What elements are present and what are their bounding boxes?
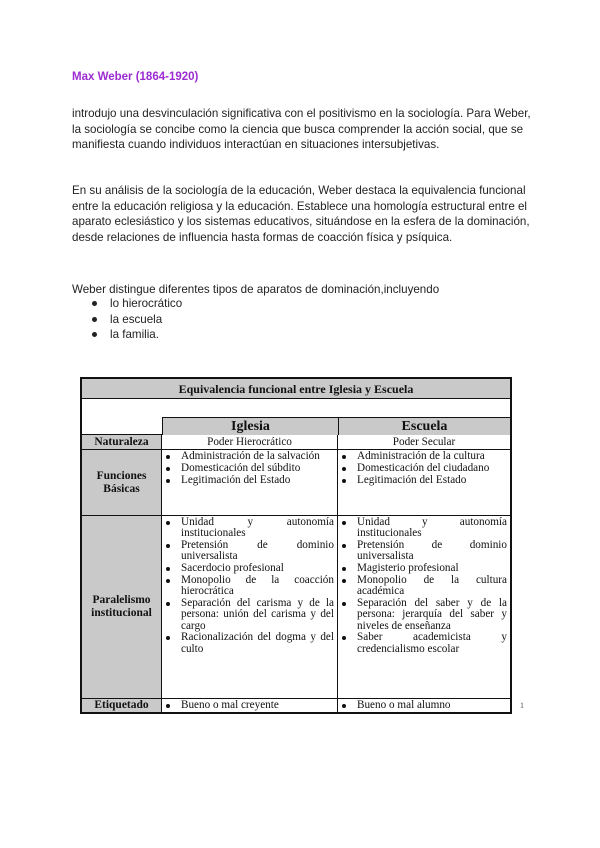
table-row — [82, 450, 510, 516]
domination-list — [90, 296, 182, 343]
column-header-iglesia: Iglesia — [162, 417, 338, 435]
cell-item: Domesticación del ciudadano — [338, 463, 510, 474]
cell-item: Monopolio de la coacción hierocrática — [162, 575, 337, 598]
cell-escuela — [338, 516, 510, 698]
cell-item: Legitimación del Estado — [338, 475, 510, 486]
column-header-escuela: Escuela — [338, 417, 510, 435]
cell-item: Magisterio profesional — [338, 563, 510, 574]
cell-item: Pretensión de dominio universalista — [338, 540, 510, 563]
list-item: la escuela — [90, 312, 182, 328]
paragraph-domination: Weber distingue diferentes tipos de aparatos de dominación,incluyendo — [72, 283, 440, 296]
cell-item: Unidad y autonomía institucionales — [338, 517, 510, 540]
list-item: la familia. — [90, 327, 182, 343]
cell-item: Saber academicista y credencialismo escolar — [338, 632, 510, 655]
cell-item: Separación del saber y de la persona: jerarquía del saber y niveles de enseñanza — [338, 598, 510, 632]
table-spacer — [82, 399, 510, 417]
row-label: Etiquetado — [82, 699, 162, 712]
row-label: Funciones Básicas — [82, 450, 162, 515]
cell-item: Bueno o mal creyente — [162, 700, 337, 711]
table-title: Equivalencia funcional entre Iglesia y Escuela — [82, 379, 510, 399]
cell-item: Unidad y autonomía institucionales — [162, 517, 337, 540]
cell-item: Sacerdocio profesional — [162, 563, 337, 574]
cell-item: Bueno o mal alumno — [338, 700, 510, 711]
table-row — [82, 435, 510, 450]
cell-item: Separación del carisma y de la persona: unión del carisma y del cargo — [162, 598, 337, 632]
cell-escuela — [338, 450, 510, 515]
comparison-table — [80, 377, 512, 714]
cell-iglesia — [162, 699, 338, 712]
cell-escuela: Poder Secular — [392, 436, 456, 448]
row-label: Naturaleza — [82, 435, 162, 449]
table-column-headers — [82, 417, 510, 435]
table-row — [82, 699, 510, 712]
cell-item: Monopolio de la cultura académica — [338, 575, 510, 598]
cell-item: Administración de la salvación — [162, 451, 337, 462]
table-row — [82, 516, 510, 699]
page-title: Max Weber (1864-1920) — [72, 71, 199, 83]
cell-item: Legitimación del Estado — [162, 475, 337, 486]
paragraph-analysis: En su análisis de la sociología de la educación, Weber destaca la equivalencia funcional entre la educación religiosa y la educación. Establece una homología estructural entre el aparato eclesiástico y los sistemas educativos, situándose en la esfera de la dominación, desde relaciones de influencia hasta formas de coacción física y psíquica. — [72, 184, 530, 245]
row-label: Paralelismo institucional — [82, 516, 162, 698]
page-number: 1 — [520, 701, 524, 710]
cell-item: Domesticación del súbdito — [162, 463, 337, 474]
paragraph-intro: introdujo una desvinculación significativa con el positivismo en la sociología. Para Weber, la sociología se concibe como la ciencia que busca comprender la acción social, que se manifiesta cuando individuos interactúan en situaciones intersubjetivas. — [72, 107, 531, 152]
cell-escuela — [338, 699, 510, 712]
cell-item: Pretensión de dominio universalista — [162, 540, 337, 563]
cell-iglesia: Poder Hierocrático — [162, 435, 338, 449]
cell-iglesia — [162, 450, 338, 515]
cell-iglesia — [162, 516, 338, 698]
cell-item: Racionalización del dogma y del culto — [162, 632, 337, 655]
list-item: lo hierocrático — [90, 296, 182, 312]
cell-item: Administración de la cultura — [338, 451, 510, 462]
